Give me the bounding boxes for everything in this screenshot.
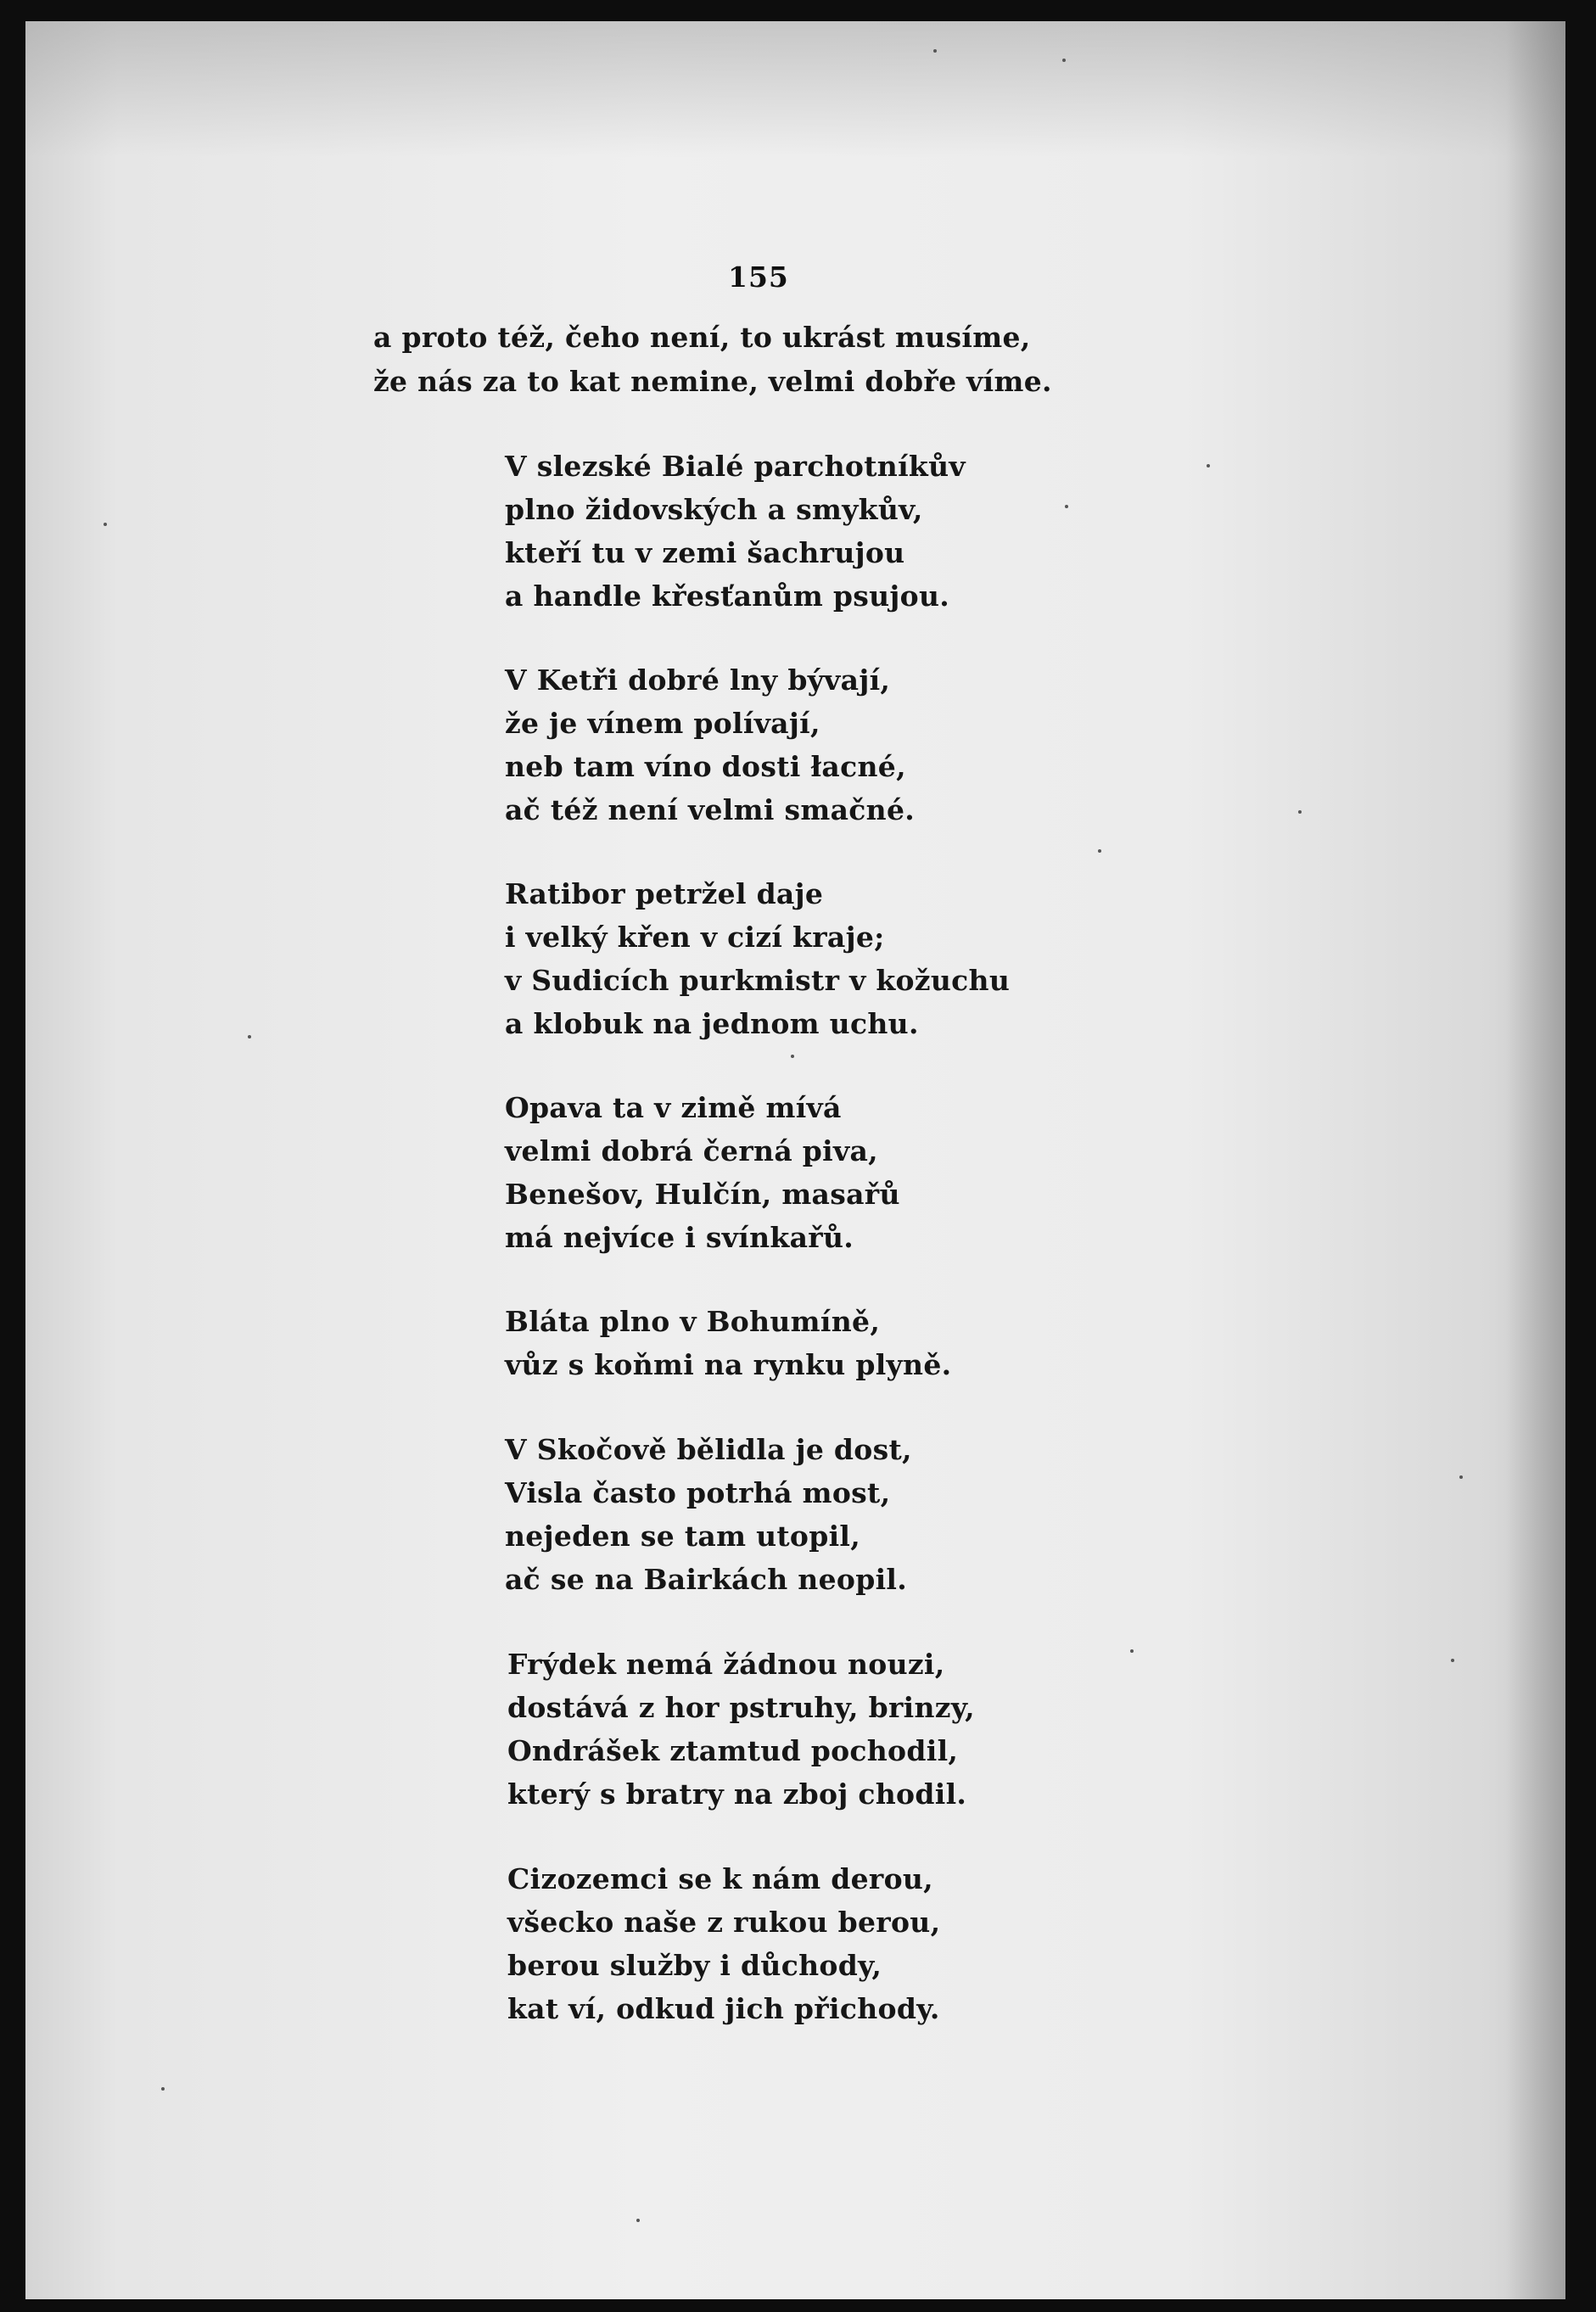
stanza-line: Frýdek nemá žádnou nouzi, (507, 1648, 945, 1681)
stanza-line: V Ketři dobré lny bývají, (505, 663, 891, 697)
paper-speck (1062, 59, 1066, 62)
stanza-line: berou služby i důchody, (507, 1949, 882, 1982)
stanza-line: V slezské Bialé parchotníkův (505, 450, 966, 483)
stanza-line: v Sudicích purkmistr v kožuchu (505, 964, 1011, 997)
book-page (25, 21, 1565, 2299)
stanza-line: kteří tu v zemi šachrujou (505, 536, 905, 569)
stanza-line: plno židovských a smykův, (505, 493, 923, 526)
stanza-line: neb tam víno dosti łacné, (505, 750, 906, 783)
stanza-line: Ratibor petržel daje (505, 877, 824, 910)
stanza-line: Ondrášek ztamtud pochodil, (507, 1734, 959, 1767)
paper-speck (1207, 464, 1210, 467)
stanza-line: který s bratry na zboj chodil. (507, 1777, 967, 1811)
paper-speck (1451, 1659, 1454, 1662)
page-shadow (25, 21, 1565, 157)
stanza-line: dostává z hor pstruhy, brinzy, (507, 1691, 975, 1724)
paper-speck (104, 523, 107, 526)
stanza-line: že je vínem polívají, (505, 707, 820, 740)
stanza-line: a handle křesťanům psujou. (505, 579, 950, 613)
paper-speck (1098, 849, 1101, 853)
stanza-line: všecko naše z rukou berou, (507, 1906, 941, 1939)
stanza-line: Opava ta v zimě mívá (505, 1091, 842, 1124)
stanza-line: ač též není velmi smačné. (505, 793, 916, 826)
paper-speck (636, 2219, 640, 2222)
paper-speck (791, 1055, 794, 1058)
paper-speck (1459, 1475, 1463, 1479)
stanza-line: má nejvíce i svínkařů. (505, 1221, 854, 1254)
stanza-line: ač se na Bairkách neopil. (505, 1563, 908, 1596)
stanza-line: velmi dobrá černá piva, (505, 1134, 878, 1167)
paper-speck (1065, 505, 1068, 508)
stanza-line: vůz s koňmi na rynku plyně. (505, 1348, 952, 1381)
stanza-line: Visla často potrhá most, (505, 1476, 891, 1509)
paper-speck (161, 2087, 165, 2091)
page-edge-shadow (1506, 21, 1565, 2299)
intro-line: že nás za to kat nemine, velmi dobře víme. (373, 365, 1052, 398)
stanza-line: Bláta plno v Bohumíně, (505, 1305, 881, 1338)
paper-speck (933, 49, 937, 53)
stanza-line: i velký křen v cizí kraje; (505, 921, 885, 954)
paper-speck (1130, 1649, 1134, 1653)
paper-speck (1298, 810, 1302, 814)
stanza-line: V Skočově bělidla je dost, (505, 1433, 912, 1466)
stanza-line: nejeden se tam utopil, (505, 1520, 861, 1553)
stanza-line: kat ví, odkud jich přichody. (507, 1992, 940, 2025)
intro-line: a proto též, čeho není, to ukrást musíme, (373, 321, 1031, 354)
paper-speck (248, 1035, 251, 1038)
stanza-line: a klobuk na jednom uchu. (505, 1007, 919, 1040)
stanza-line: Benešov, Hulčín, masařů (505, 1178, 900, 1211)
page-number: 155 (728, 260, 789, 294)
stanza-line: Cizozemci se k nám derou, (507, 1862, 933, 1895)
